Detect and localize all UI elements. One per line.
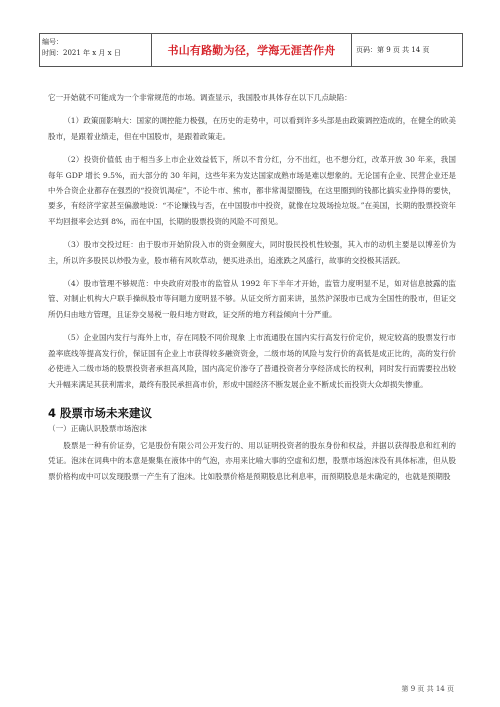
header-page-label: 页码：第 9 页 共 14 页 bbox=[356, 46, 430, 54]
header-code-label: 编号： bbox=[42, 38, 63, 46]
section-title: 4 股票市场未来建议 bbox=[48, 405, 153, 420]
header-time-label: 时间：2021 年 x 月 x 日 bbox=[42, 49, 121, 57]
page-footer: 第 9 页 共 14 页 bbox=[401, 685, 454, 693]
subsection-title: （一）正确认识股票市场泡沫 bbox=[48, 423, 147, 433]
header-motto: 书山有路勤为径，学海无涯苦作舟 bbox=[152, 34, 352, 66]
paragraph-defect-3: （3）股市交投过旺：由于股市开始阶段入市的资金频度大，同时股民投机性较强，其入市的动机主要是以博差价为主，所以许多股民以炒股为业，股市稍有风吹草动，便买进杀出，追涨跌之风盛行，故事的交投极其活跃。 bbox=[48, 240, 456, 265]
paragraph-defect-5: （5）企业国内发行与海外上市，存在同股不同价现象 上市流通股在国内实行高发行价定价，规定较高的股票发行市盈率底线等提高发行价，保证国有企业上市获得较多融资资金，二级市场的风险与发行价的高低是成正比的，高的发行价必使进入二级市场的股票投资者承担高风险，国内高定价渗夺了普通投资者分享经济成长的权利，同时发行而需要拉出较大升幅来满足其获利需求，最终有股民承担高市价，形成中国经济不断发展企业不断成长而投资大众却损失惨重。 bbox=[48, 333, 456, 389]
page-header bbox=[39, 33, 463, 67]
header-meta bbox=[40, 34, 152, 66]
paragraph-stock-definition: 股票是一种有价证券，它是股份有限公司公开发行的、用以证明投资者的股东身份和权益，并据以获得股息和红利的凭证。泡沫在词典中的本意是聚集在液体中的气泡，亦用来比喻大事的空虚和幻想，股票市场泡沫没有具体标准，但从股票价格构成中可以发现股票一产生有了泡沫。比如股票价格是预期股息比利息率，而预期股息是未确定的，也就是预期股 bbox=[48, 440, 456, 481]
paragraph-intro: 它一开始就不可能成为一个非常规范的市场。调查显示，我国股市具体存在以下几点缺陷： bbox=[48, 93, 352, 102]
paragraph-defect-2: （2）投资价值低 由于相当多上市企业效益低下，所以不肯分红，分不出红，也不想分红，改革开放 30 年来，我国每年 GDP 增长 9.5%，而大部分的 30 年间，这些年来为发达国家成熟市场是难以想象的。无论国有企业、民营企业还是中外合资企业都存在强烈的“投资饥渴症”，不论牛市、熊市，都非常渴望圈钱，在这里圈到的钱都比搞实业挣得的要快，要多，有经济学家甚至偏激地说：“不论赚钱与否，在中国股市中投资，就像在垃圾场捡垃圾。”在美国，长期的股票投资年平均回报率会达到 8%，而在中国，长期的股票投资的风险不可预见。 bbox=[48, 155, 456, 226]
document-body bbox=[48, 90, 456, 492]
paragraph-defect-1: （1）政策面影响大：国家的调控能力极强，在历史的走势中，可以看到许多头部是由政策调控造成的，在健全的欧美股市，是跟着业绩走，但在中国股市，是跟着政策走。 bbox=[48, 116, 456, 141]
paragraph-defect-4: （4）股市管理不够规范：中央政府对股市的监管从 1992 年下半年才开始，监管力度明显不足，如对信息披露的监管、对制止机构大户联手操纵股市等问题力度明显不够。从证交所方面来讲，虽然沪深股市已成为全国性的股市，但证交所仍归由地方管理，且证券交易税一般归地方财政，证交所的地方利益倾向十分严重。 bbox=[48, 279, 456, 319]
